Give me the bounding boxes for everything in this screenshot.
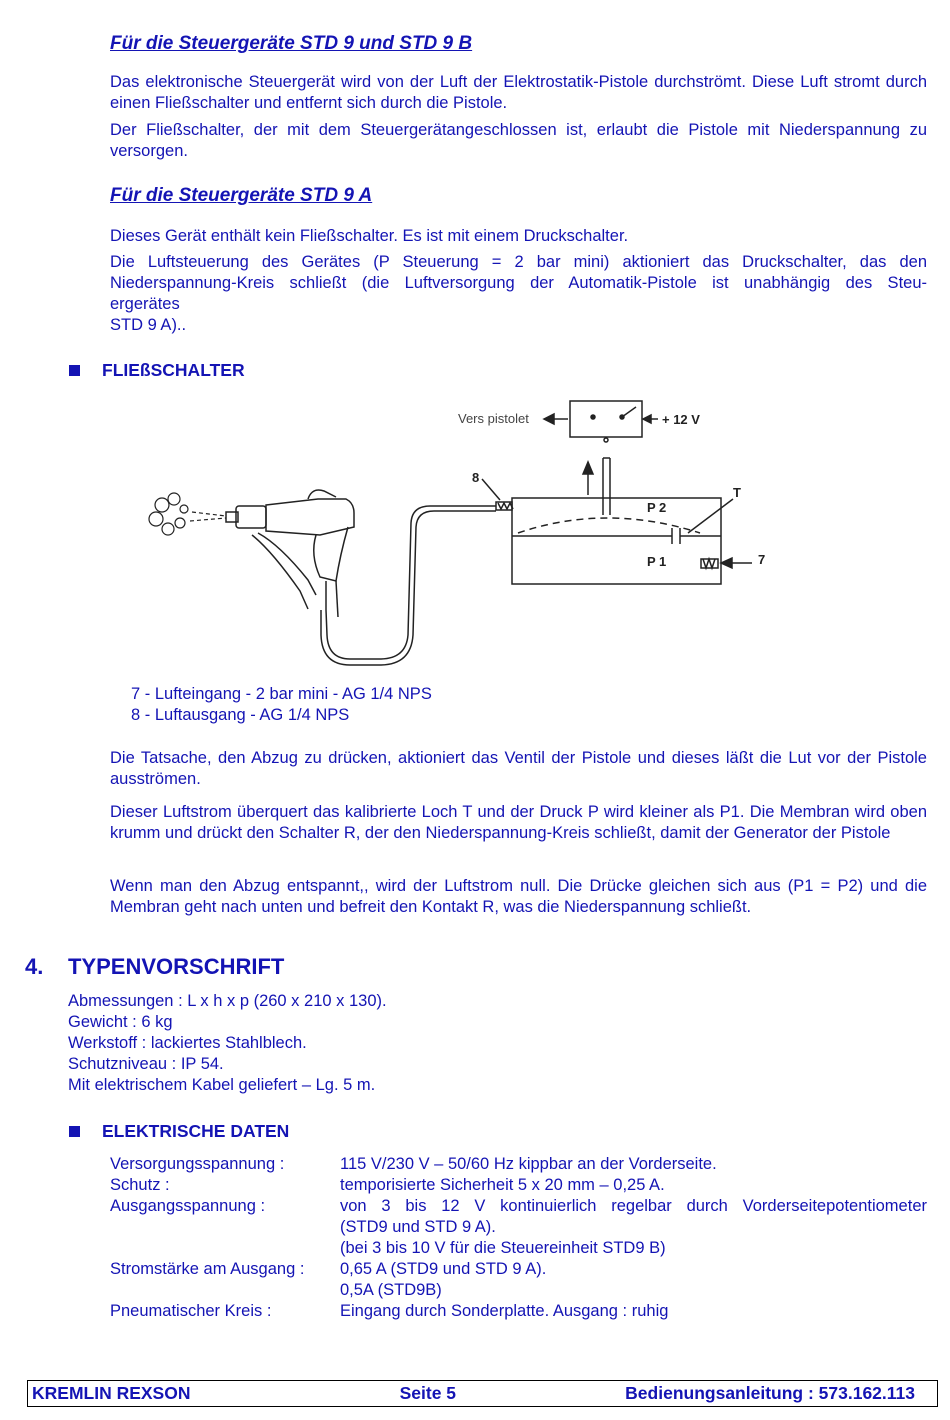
label-8: 8 <box>472 470 480 485</box>
table-row <box>110 1154 927 1175</box>
heading-fliessschalter-text: FLIEßSCHALTER <box>102 360 245 380</box>
paragraph-std9-2: Der Fließschalter, der mit dem Steuergerätangeschlossen ist, erlaubt die Pistole mit Niederspannung zu versorgen. <box>110 121 927 160</box>
spec-line-material: Werkstoff : lackiertes Stahlblech. <box>68 1034 307 1052</box>
label-t: T <box>733 485 741 500</box>
spec-line-protection: Schutzniveau : IP 54. <box>68 1055 224 1073</box>
paragraph-std9-1: Das elektronische Steuergerät wird von der Luft der Elektrostatik-Pistole durchströmt. Diese Luft stromt durch einen Fließschalter und entfernt sich durch die Pistole. <box>110 73 927 112</box>
gun-trigger-bar-2 <box>252 535 308 609</box>
paragraph-std9a-2-line1: Die Luftsteuerung des Gerätes (P Steuerung = 2 bar mini) aktioniert das Druckschalter, das den <box>110 253 927 271</box>
label-p2: P 2 <box>647 500 667 515</box>
row-value: temporisierte Sicherheit 5 x 20 mm – 0,25 A. <box>340 1176 665 1194</box>
table-row <box>110 1259 927 1280</box>
row-value: 0,5A (STD9B) <box>340 1281 442 1299</box>
footer-document-number: Bedienungsanleitung : 573.162.113 <box>625 1383 915 1403</box>
fitting-7-thread <box>703 559 715 568</box>
heading-elektrische-daten <box>69 1121 289 1142</box>
row-label: Schutz : <box>110 1176 170 1194</box>
table-row <box>110 1196 927 1217</box>
fitting-8-leader <box>482 479 500 500</box>
switch-contact-left <box>591 415 595 419</box>
row-label: Stromstärke am Ausgang : <box>110 1260 305 1278</box>
air-hose-outer <box>321 511 496 665</box>
heading-elektrische-daten-text: ELEKTRISCHE DATEN <box>102 1121 290 1141</box>
page-footer <box>27 1380 938 1407</box>
footer-page-number: Seite 5 <box>399 1383 457 1403</box>
paragraph-fliess-3: Wenn man den Abzug entspannt,, wird der Luftstrom null. Die Drücke gleichen sich aus (P1 = P2) und die Membran geht nach unten und befreit den Kontakt R, was die Niederspannung schließt. <box>110 877 927 916</box>
heading-std9a: Für die Steuergeräte STD 9 A <box>110 185 373 206</box>
section-title: TYPENVORSCHRIFT <box>68 954 285 979</box>
gun-inlet-2 <box>336 581 338 617</box>
gun-nozzle <box>236 506 266 528</box>
section-number: 4. <box>25 954 44 979</box>
arrow-to-pistolet-head <box>544 414 554 424</box>
heading-fliessschalter <box>69 360 245 381</box>
footer-company: KREMLIN REXSON <box>32 1383 191 1403</box>
row-value: 0,65 A (STD9 und STD 9 A). <box>340 1260 547 1278</box>
row-value: (bei 3 bis 10 V für die Steuereinheit STD9 B) <box>340 1239 666 1257</box>
label-7: 7 <box>758 552 766 567</box>
paragraph-std9a-1: Dieses Gerät enthält kein Fließschalter. Es ist mit einem Druckschalter. <box>110 227 629 245</box>
table-row <box>110 1280 927 1301</box>
fitting-8-thread <box>498 503 513 509</box>
row-label <box>110 1217 340 1238</box>
spray-cloud <box>149 493 226 535</box>
label-p1: P 1 <box>647 554 667 569</box>
paragraph-fliess-2: Dieser Luftstrom überquert das kalibrierte Loch T und der Druck P wird kleiner als P1. Die Membran wird oben krumm und drückt den Schalter R, der den Niederspannung-Kreis schließt, damit der Generator der Pistole <box>110 803 927 842</box>
row-label <box>110 1238 340 1259</box>
row-value: 115 V/230 V – 50/60 Hz kippbar an der Vorderseite. <box>340 1155 717 1173</box>
switch-lever <box>622 407 636 417</box>
row-label <box>110 1280 340 1301</box>
switch-box <box>570 401 642 437</box>
row-value: (STD9 und STD 9 A). <box>340 1218 496 1236</box>
spec-line-dimensions: Abmessungen : L x h x p (260 x 210 x 130). <box>68 992 387 1010</box>
bullet-square-icon <box>69 1126 80 1137</box>
heading-std9-std9b: Für die Steuergeräte STD 9 und STD 9 B <box>110 33 473 54</box>
label-vers-pistolet: Vers pistolet <box>458 411 529 426</box>
paragraph-std9a-2-line3: ergerätes <box>110 295 180 313</box>
bullet-square-icon <box>69 365 80 376</box>
spec-line-cable: Mit elektrischem Kabel geliefert – Lg. 5 m. <box>68 1076 376 1094</box>
paragraph-fliess-1: Die Tatsache, den Abzug zu drücken, aktioniert das Ventil der Pistole und dieses läßt die Lut vor der Pistole ausströmen. <box>110 749 927 788</box>
gun-trigger-bar <box>258 533 316 595</box>
row-label: Versorgungsspannung : <box>110 1155 285 1173</box>
row-value: von 3 bis 12 V kontinuierlich regelbar durch Vorderseitepotentiometer <box>340 1197 927 1215</box>
table-row <box>110 1301 927 1322</box>
legend-item-8: 8 - Luftausgang - AG 1/4 NPS <box>131 706 350 724</box>
electrical-data-table <box>110 1154 927 1322</box>
switch-push-pin <box>604 438 608 442</box>
legend-item-7: 7 - Lufteingang - 2 bar mini - AG 1/4 NPS <box>131 685 432 703</box>
air-hose <box>326 506 496 659</box>
paragraph-std9a-2-line4: STD 9 A).. <box>110 316 187 334</box>
row-label: Pneumatischer Kreis : <box>110 1302 272 1320</box>
table-row <box>110 1238 927 1259</box>
gun-hook <box>308 490 336 499</box>
t-leader <box>688 499 733 533</box>
table-row <box>110 1175 927 1196</box>
arrow-7-head <box>721 558 732 568</box>
paragraph-std9a-2-line2: Niederspannung-Kreis schließt (die Luftversorgung der Automatik-Pistole ist unabhängig des Steu- <box>110 274 927 292</box>
gun-body <box>266 499 354 535</box>
spec-line-weight: Gewicht : 6 kg <box>68 1013 173 1031</box>
label-plus12v: + 12 V <box>662 412 700 427</box>
row-label: Ausgangsspannung : <box>110 1197 266 1215</box>
spray-gun <box>226 490 354 617</box>
flow-switch-diagram <box>140 395 780 670</box>
table-row <box>110 1217 927 1238</box>
up-arrow-head <box>583 462 593 474</box>
row-value: Eingang durch Sonderplatte. Ausgang : ruhig <box>340 1302 669 1320</box>
chamber-box <box>512 498 721 584</box>
arrow-12v-head <box>643 415 651 423</box>
